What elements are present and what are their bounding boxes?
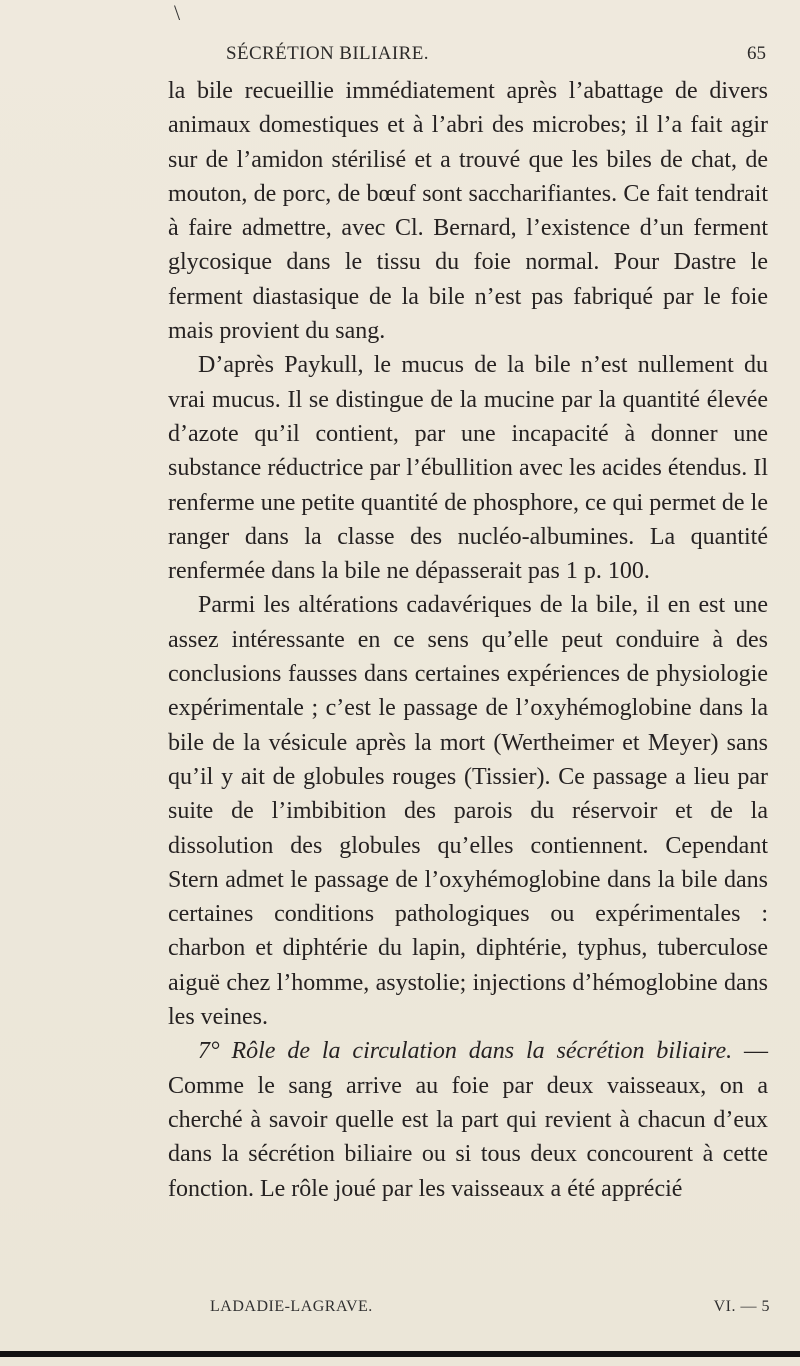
page-header: [170, 43, 766, 71]
page-footer: [210, 1298, 770, 1320]
paragraph-mucus: D’après Paykull, le mucus de la bile n’est nullement du vrai mucus. Il se distingue de la mucine par la quantité élevée d’azote qu’il contient, par une incapacité à donner une substance réductrice par l’ébullition avec les acides étendus. Il renferme une petite quantité de phosphore, ce qui permet de le ranger dans la classe des nucléo-albumines. La quantité renfermée dans la bile ne dépasserait pas 1 p. 100.: [168, 352, 768, 585]
running-title: SÉCRÉTION BILIAIRE.: [226, 43, 429, 64]
paragraph-continuation: la bile recueillie immédiatement après l’abattage de divers animaux domestiques et à l’abri des microbes; il l’a fait agir sur de l’amidon stérilisé et a trouvé que les biles de chat, de mouton, de porc, de bœuf sont saccharifiantes. Ce fait tendrait à faire admettre, avec Cl. Bernard, l’existence d’un ferment glycosique dans le tissu du foie normal. Pour Dastre le ferment diastasique de la bile n’est pas fabriqué par le foie mais provient du sang.: [168, 78, 768, 345]
footer-author: LADADIE-LAGRAVE.: [210, 1298, 373, 1315]
section-text: — Comme le sang arrive au foie par deux vaisseaux, on a cherché à savoir quelle est la part qui revient à chacun d’eux dans la sécrétion biliaire ou si tous deux concourent à cette fonction. Le rôle joué par les vaisseaux a été apprécié: [168, 1038, 769, 1202]
body-text: [168, 74, 768, 1206]
top-margin-mark: \: [174, 0, 181, 25]
bottom-edge-rule: [0, 1351, 800, 1357]
paragraph-alterations: Parmi les altérations cadavériques de la bile, il en est une assez intéressante en ce sens qu’elle peut conduire à des conclusions fausses dans certaines expériences de physiologie expérimentale ; c’est le passage de l’oxyhémoglobine dans la bile de la vésicule après la mort (Wertheimer et Meyer) sans qu’il y ait de globules rouges (Tissier). Ce passage a lieu par suite de l’imbibition des parois du réservoir et de la dissolution des globules qu’elles contiennent. Cependant Stern admet le passage de l’oxyhémoglobine dans la bile dans certaines conditions pathologiques ou expérimentales : charbon et diphtérie du lapin, diphtérie, typhus, tuberculose aiguë chez l’homme, asystolie; injections d’hémoglobine dans les veines.: [168, 592, 768, 1031]
page-number: 65: [747, 43, 766, 64]
section-paragraph: [168, 1034, 768, 1205]
signature-mark: VI. — 5: [713, 1298, 770, 1315]
section-heading: 7° Rôle de la circulation dans la sécrétion biliaire.: [198, 1038, 733, 1065]
